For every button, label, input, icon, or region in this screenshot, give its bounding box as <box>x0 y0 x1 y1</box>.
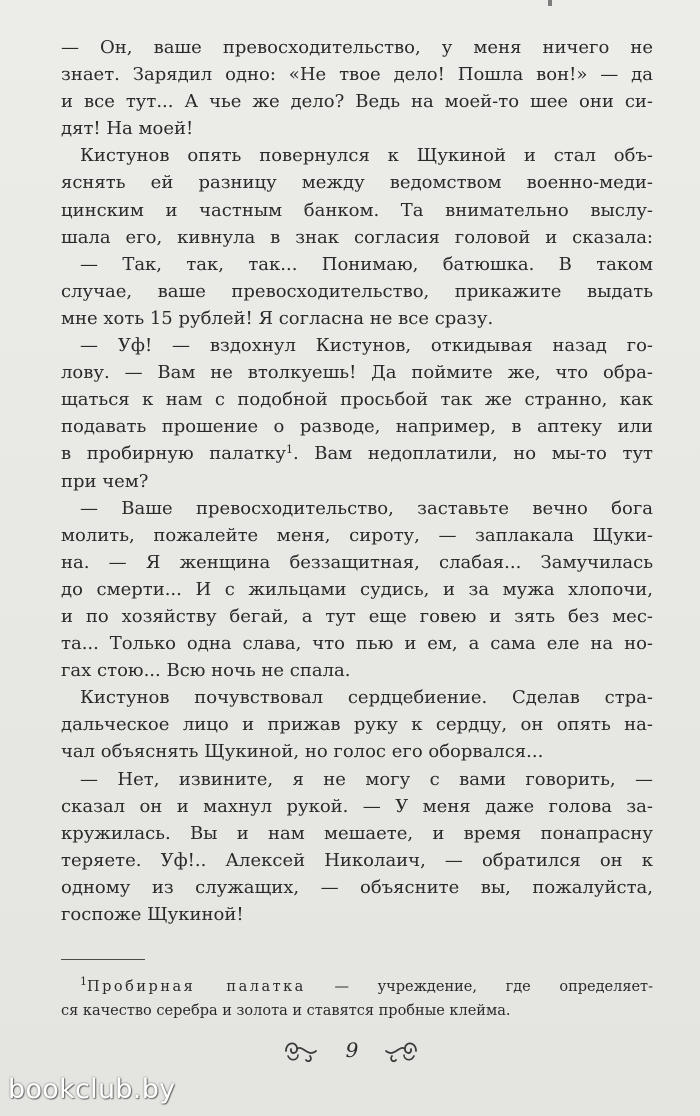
text-line: гах стою... Всю ночь не спала. <box>61 660 351 682</box>
watermark: bookclub.by <box>8 1074 176 1105</box>
ornament-right-icon <box>382 1036 420 1070</box>
text-line: Кистунов опять повернулся к Щукиной и стал объ- <box>80 145 653 167</box>
footnote-divider <box>61 959 145 960</box>
text-line: дальческое лицо и прижав руку к сердцу, он опять на- <box>61 714 653 736</box>
text-line: кружилась. Вы и нам мешаете, и время понапрасну <box>61 822 653 844</box>
text-line: на. — Я женщина беззащитная, слабая... Замучилась <box>61 551 653 573</box>
page-footer <box>282 1032 422 1072</box>
footnote-line <box>61 975 653 999</box>
text-fragment: в пробирную палатку <box>61 443 286 465</box>
text-fragment: . Вам недоплатили, но мы-то тут <box>292 443 653 465</box>
text-line: при чем? <box>61 470 149 492</box>
page-number: 9 <box>345 1038 359 1062</box>
text-line: та... Только одна слава, что пью и ем, а сама еле на но- <box>61 633 653 655</box>
text-line: теряете. Уф!.. Алексей Николаич, — обратился он к <box>61 849 653 871</box>
text-line: и по хозяйству бегай, а тут еще говею и зять без мес- <box>61 605 653 627</box>
text-line: лову. — Вам не втолкуешь! Да поймите же, что обра- <box>61 362 653 384</box>
footnote-line: ся качество серебра и золота и ставятся пробные клейма. <box>61 1003 511 1019</box>
text-line: шала его, кивнула в знак согласия головой и сказала: <box>61 226 653 248</box>
text-line: чал объяснять Щукиной, но голос его оборвался... <box>61 741 544 763</box>
footnote-text: — учреждение, где определяет- <box>305 979 653 995</box>
text-line: и все тут... А чье же дело? Ведь на моей-то шее они си- <box>61 91 653 113</box>
text-line: — Так, так, так... Понимаю, батюшка. В таком <box>80 253 653 275</box>
text-line: — Ваше превосходительство, заставьте вечно бога <box>80 497 653 519</box>
text-line: госпоже Щукиной! <box>61 904 244 925</box>
text-line: дят! На моей! <box>61 118 194 140</box>
text-line: случае, ваше превосходительство, прикажите выдать <box>61 280 653 302</box>
text-line-with-footnote <box>61 440 653 467</box>
page-edge-mark <box>548 0 552 6</box>
text-line: — Он, ваше превосходительство, у меня ничего не <box>61 37 653 58</box>
text-line: Кистунов почувствовал сердцебиение. Сделав стра- <box>80 687 653 709</box>
text-line: сказал он и махнул рукой. — У меня даже голова за- <box>61 795 653 817</box>
footnote-marker: 1 <box>285 443 293 457</box>
text-line: цинским и частным банком. Та внимательно выслу- <box>61 199 653 221</box>
text-line: щаться к нам с подобной просьбой так же странно, как <box>61 389 653 411</box>
footnote-term: Пробирная палатка <box>87 979 306 995</box>
text-line: одному из служащих, — объясните вы, пожалуйста, <box>61 876 653 898</box>
ornament-left-icon <box>282 1036 320 1070</box>
text-line: — Нет, извините, я не могу с вами говорить, — <box>80 768 653 790</box>
text-line: — Уф! — вздохнул Кистунов, откидывая назад го- <box>80 335 653 357</box>
text-line: молить, пожалейте меня, сироту, — заплакала Щуки- <box>61 524 653 546</box>
text-line: подавать прошение о разводе, например, в аптеку или <box>61 416 653 438</box>
footnote <box>61 975 653 1023</box>
text-line: яснять ей разницу между ведомством военно-меди- <box>61 172 653 194</box>
text-line: мне хоть 15 рублей! Я согласна не все сразу. <box>61 307 494 329</box>
text-line: знает. Зарядил одно: «Не твое дело! Пошла вон!» — да <box>61 64 653 86</box>
footnote-number: 1 <box>80 975 87 988</box>
text-line: до смерти... И с жильцами судись, и за мужа хлопочи, <box>61 578 653 600</box>
main-text <box>61 34 653 928</box>
